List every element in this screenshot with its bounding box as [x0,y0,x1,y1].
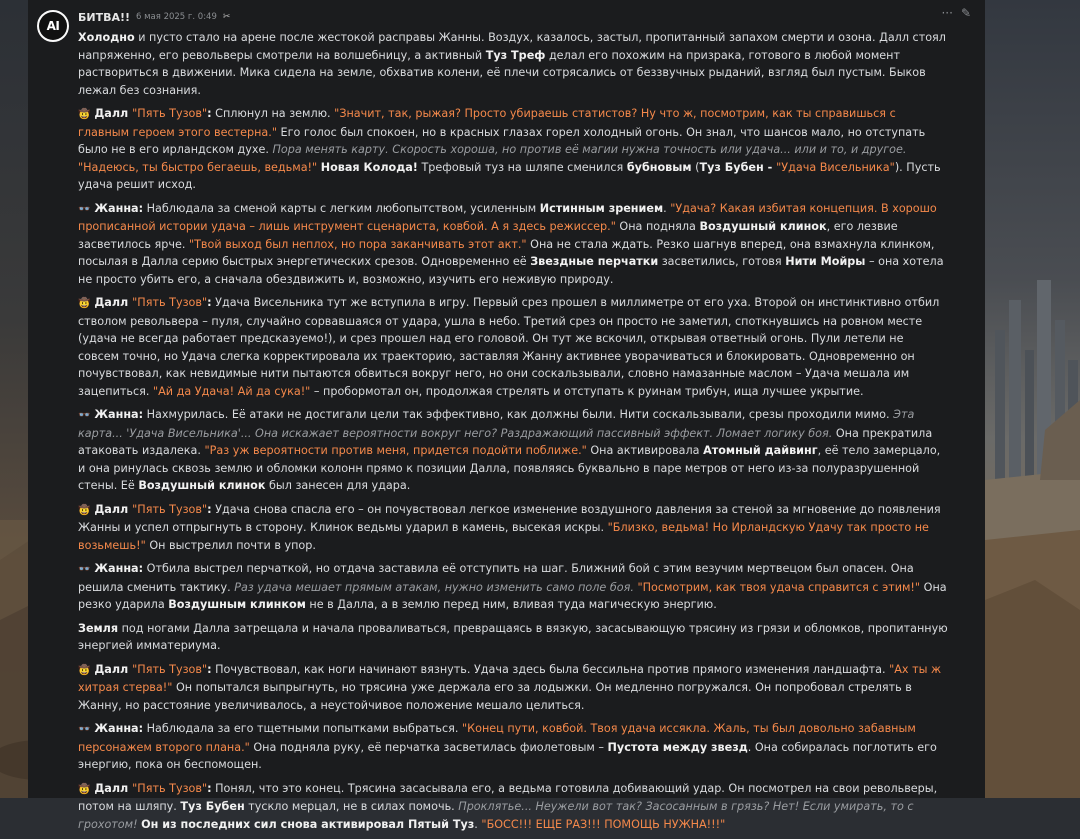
text-segment: делал его похожим на призрака, готового в любой момент раствориться в движении. Мика сидела на земле, обхватив колени, её плечи сотрясались от беззвучных рыданий, взгляд был пустым. Быков лежал без сознания. [78,48,926,97]
text-segment: "Посмотрим, как твоя удача справится с этим!" [637,580,921,594]
text-segment: ). Пусть удача решит исход. [78,160,941,191]
character-emoji-icon: 🤠 [78,664,91,676]
text-segment: Раз удача мешает прямым атакам, нужно изменить само поле боя. [234,580,634,594]
text-segment: и пусто стало на арене после жестокой расправы Жанны. Воздух, казалось, застыл, пропитанный запахом смерти и озона. Далл стоял напряженно, его револьверы смотрели на волшебницу, а активный [78,31,946,62]
text-segment: Она не стала ждать. Резко шагнув вперед, она взмахнула клинком, посылая в Далла серию быстрых энергетических срезов. Одновременно её [78,237,935,268]
message-panel [28,0,985,831]
text-segment: Воздушным клинком [168,598,306,611]
text-segment: "Пять Тузов" [132,781,208,795]
text-segment: : [207,662,212,676]
text-segment: ( [691,160,700,174]
text-segment: Он выстрелил почти в упор. [145,538,316,552]
text-segment: Пятый Туз [407,817,475,831]
text-segment: "Твой выход был неплох, но пора заканчивать этот акт." [188,237,527,251]
text-segment: Она резко ударила [78,580,947,611]
text-segment: Воздушный клинок [699,220,827,233]
text-segment: "Надеюсь, ты быстро бегаешь, ведьма!" [78,160,318,174]
message-paragraph [78,200,948,289]
tools-icon: ✂ [222,12,231,22]
text-segment: Его голос был спокоен, но в красных глазах горел холодный огонь. Он знал, что шансов мало, но отступать было не в его ирландском духе. [78,125,926,156]
text-segment: Жанна: [90,201,144,215]
text-segment: Пора менять карту. Скорость хороша, но против её магии нужна точность или удача... или и то, и другое. [272,143,907,156]
text-segment: : [207,107,212,120]
character-emoji-icon: 👓 [78,724,91,735]
text-segment: "Пять Тузов" [132,107,208,120]
text-segment: – она хотела не просто убить его, а сначала обездвижить и, возможно, изучить его неживую природу. [78,255,944,286]
text-segment: Жанна: [90,722,144,735]
text-segment: Нахмурилась. Её атаки не достигали цели так эффективно, как должны были. Нити соскальзывали, срезы проходили мимо. [143,408,894,421]
text-segment: Удача Висельника тут же вступила в игру. Первый срез прошел в миллиметре от его уха. Второй он инстинктивно отбил стволом револьвера – пуля, случайно сорвавшаяся от удара, ушла в небо. Третий срез он просто не заметил, споткнувшись на ровном месте (удача не всегда работает предсказуемо!), и срез прошел над его головой. Он тут же вскочил, открывая ответный огонь. Пули летели не совсем точно, но Удача слегка корректировала их траекторию, заставляя Жанну активнее уворачиваться и блокировать. Одновременно он почувствовал, как невидимые нити пытаются обвиться вокруг него, но они соскальзывали, словно намазанные маслом – Удача мешала им зацепиться. [78,296,940,398]
text-segment: Он из последних сил снова активировал [141,817,408,831]
text-segment: "БОСС!!! ЕЩЕ РАЗ!!! ПОМОЩЬ НУЖНА!!!" [481,817,726,831]
message-actions [941,7,971,19]
message-paragraph [78,406,948,495]
text-segment: . Она собиралась поглотить его энергию, пока он беспомощен. [78,740,937,771]
character-emoji-icon: 🤠 [78,298,91,309]
text-segment: Звездные перчатки [530,255,659,268]
text-segment: Эта карта... 'Удача Висельника'... Она искажает вероятности вокруг него? Раздражающий пассивный эффект. Ломает логику боя. [78,408,915,440]
text-segment: "Близко, ведьма! Но Ирландскую Удачу так просто не возьмешь!" [78,521,929,552]
text-segment: : [207,502,212,516]
text-segment: "Удача Висельника" [776,160,895,174]
text-segment: Удача снова спасла его – он почувствовал легкое изменение воздушного давления за стеной за мгновение до появления Жанны и успел отпрыгнуть в сторону. Клинок ведьмы ударил в камень, высекая искры. [78,502,941,534]
text-segment: Почувствовал, как ноги начинают вязнуть. Удача здесь была бессильна против прямого изменения ландшафта. [211,662,890,676]
text-segment: "Удача? Какая избитая концепция. В хорошо прописанной истории удача – лишь инструмент сценариста, ковбой. А я здесь режиссер." [78,201,937,233]
text-segment: "Пять Тузов" [132,296,208,309]
text-segment: Жанна: [90,408,144,421]
text-segment: Туз Бубен - [699,160,777,174]
text-segment: Истинным зрением [539,201,664,215]
avatar-text: AI [39,12,67,40]
more-icon[interactable]: ··· [941,6,953,20]
text-segment: Понял, что это конец. Трясина засасывала его, а ведьма готовила добивающий удар. Он посмотрел на свои револьверы, потом на шляпу. [78,781,938,813]
text-segment: Атомный дайвинг [703,444,818,457]
text-segment: Далл [90,662,133,676]
text-segment: засветились, готовя [658,255,786,268]
text-segment: Она прекратила атаковать издалека. [78,426,933,457]
text-segment: Земля [78,621,119,635]
text-segment: Новая Колода! [320,160,418,174]
message-paragraph [78,29,948,99]
character-emoji-icon: 👓 [78,564,91,575]
text-segment: Отбила выстрел перчаткой, но отдача заставила её отступить на шаг. Ближний бой с этим везучим мертвецом был опасен. Она решила сменить тактику. [78,562,914,594]
text-segment: Сплюнул на землю. [211,107,335,120]
text-segment: Она подняла руку, её перчатка засветилась фиолетовым – [249,740,608,754]
character-emoji-icon: 🤠 [78,504,91,516]
text-segment: Далл [90,781,133,795]
text-segment: Туз Бубен [180,800,245,813]
message-paragraph [78,661,948,715]
text-segment: не в Далла, а в землю перед ним, вливая туда магическую энергию. [305,598,717,611]
message-paragraph [78,620,948,655]
text-segment: – пробормотал он, продолжая стрелять и отступать к руинам трибун, ища лучшее укрытие. [310,384,864,398]
text-segment: "Пять Тузов" [132,502,208,516]
text-segment: "Ай да Удача! Ай да сука!" [153,384,311,398]
text-segment: , её тело замерцало, и она ринулась сквозь землю и обломки колонн прямо к позиции Далла, появляясь буквально в паре метров от него из-за полуразрушенной стены. Её [78,444,941,492]
character-emoji-icon: 🤠 [78,109,91,120]
message-paragraph [78,294,948,400]
message-paragraph [78,720,948,774]
text-segment: Холодно [78,31,135,44]
text-segment: , его лезвие засветилось ярче. [78,220,898,251]
text-segment: Далл [90,107,133,120]
text-segment: "Ах ты ж хитрая стерва!" [78,662,942,694]
text-segment: Далл [90,296,133,309]
timestamp[interactable]: 6 мая 2025 г. 0:49 [136,12,217,22]
text-segment: "Раз уж вероятности против меня, придется подойти поближе." [204,444,587,457]
text-segment: Наблюдала за сменой карты с легким любопытством, усиленным [143,201,540,215]
text-segment: "Значит, так, рыжая? Просто убираешь статистов? Ну что ж, посмотрим, как ты справишься с главным героем этого вестерна." [78,107,896,139]
character-emoji-icon: 👓 [78,203,91,215]
text-segment: Проклятье... Неужели вот так? Засосанным в грязь? Нет! Если умирать, то с грохотом! [78,800,914,831]
text-segment: под ногами Далла затрещала и начала проваливаться, превращаясь в вязкую, засасывающую трясину из грязи и обломков, пропитанную энергией имматериума. [78,621,948,652]
text-segment: Пустота между звезд [607,740,748,754]
text-segment: был занесен для удара. [265,479,411,492]
text-segment: Далл [90,502,133,516]
message-paragraph [78,560,948,614]
text-segment: "Пять Тузов" [132,662,208,676]
text-segment: . [663,201,671,215]
message-paragraph [78,780,948,834]
text-segment: Он попытался выпрыгнуть, но трясина уже держала его за лодыжки. Он медленно погружался. Он попробовал стрелять в Жанну, но расстояние увеличивалось, а неустойчивое положение мешало целиться. [78,681,912,712]
background-right [985,0,1080,798]
text-segment: Жанна: [90,562,144,575]
text-segment: бубновым [626,160,692,174]
text-segment: "Конец пути, ковбой. Твоя удача иссякла. Жаль, ты был довольно забавным персонажем второго плана." [78,722,916,754]
character-emoji-icon: 🤠 [78,783,91,795]
edit-icon[interactable]: ✎ [960,6,971,20]
text-segment: : [207,781,212,795]
author-name[interactable]: БИТВА!! [78,10,131,24]
text-segment: Нити Мойры [785,255,866,268]
message-paragraph [78,501,948,555]
text-segment: Воздушный клинок [138,479,266,492]
text-segment: Наблюдала за его тщетными попытками выбраться. [143,722,463,735]
text-segment: . [474,817,482,831]
text-segment: Трефовый туз на шляпе сменился [417,160,627,174]
avatar[interactable] [37,10,69,42]
message-content [78,29,948,839]
message-paragraph [78,105,948,194]
message-header [78,9,230,25]
text-segment: тускло мерцал, не в силах помочь. [244,800,459,813]
text-segment: Она активировала [586,444,704,457]
character-emoji-icon: 👓 [78,410,91,421]
text-segment: Она подняла [615,220,700,233]
text-segment: : [207,296,212,309]
text-segment: Туз Треф [485,48,546,62]
